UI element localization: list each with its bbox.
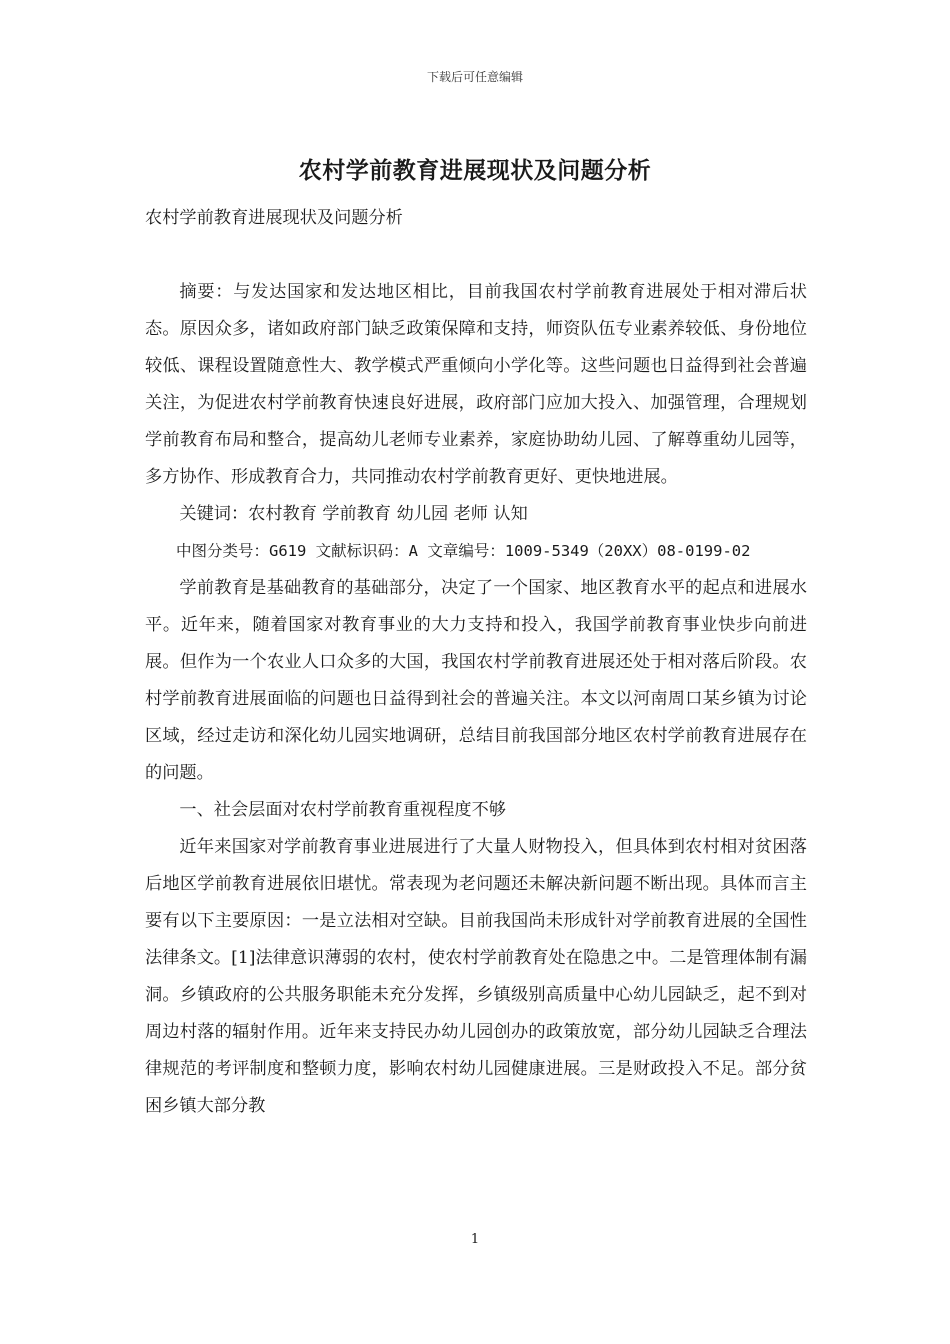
document-title: 农村学前教育进展现状及问题分析 — [298, 157, 652, 184]
section-paragraph: 近年来国家对学前教育事业进展进行了大量人财物投入，但具体到农村相对贫困落后地区学前教育进展依旧堪忧。常表现为老问题还未解决新问题不断出现。具体而言主要有以下主要原因：一是立法相对空缺。目前我国尚未形成针对学前教育进展的全国性法律条文。[1]法律意识薄弱的农村，使农村学前教育处在隐患之中。二是管理体制有漏洞。乡镇政府的公共服务职能未充分发挥，乡镇级别高质量中心幼儿园缺乏，起不到对周边村落的辐射作用。近年来支持民办幼儿园创办的政策放宽，部分幼儿园缺乏合理法律规范的考评制度和整顿力度，影响农村幼儿园健康进展。三是财政投入不足。部分贫困乡镇大部分教 — [145, 837, 807, 1116]
keywords-line: 关键词：农村教育 学前教育 幼儿园 老师 认知 — [179, 504, 528, 524]
download-note: 下载后可任意编辑 — [426, 70, 523, 84]
classification-line: 中图分类号：G619 文献标识码：A 文章编号：1009-5349（20XX）08-0199-02 — [176, 542, 751, 560]
document-body — [145, 200, 807, 1125]
intro-paragraph: 学前教育是基础教育的基础部分，决定了一个国家、地区教育水平的起点和进展水平。近年来，随着国家对教育事业的大力支持和投入，我国学前教育事业快步向前进展。但作为一个农业人口众多的大国，我国农村学前教育进展还处于相对落后阶段。农村学前教育进展面临的问题也日益得到社会的普遍关注。本文以河南周口某乡镇为讨论区域，经过走访和深化幼儿园实地调研，总结目前我国部分地区农村学前教育进展存在的问题。 — [145, 578, 807, 783]
abstract-paragraph: 摘要：与发达国家和发达地区相比，目前我国农村学前教育进展处于相对滞后状态。原因众多，诸如政府部门缺乏政策保障和支持，师资队伍专业素养较低、身份地位较低、课程设置随意性大、教学模式严重倾向小学化等。这些问题也日益得到社会普遍关注，为促进农村学前教育快速良好进展，政府部门应加大投入、加强管理，合理规划学前教育布局和整合，提高幼儿老师专业素养，家庭协助幼儿园、了解尊重幼儿园等，多方协作、形成教育合力，共同推动农村学前教育更好、更快地进展。 — [145, 282, 807, 487]
section-heading: 一、社会层面对农村学前教育重视程度不够 — [179, 800, 506, 820]
page-number: 1 — [470, 1232, 480, 1247]
document-subtitle: 农村学前教育进展现状及问题分析 — [145, 208, 403, 228]
